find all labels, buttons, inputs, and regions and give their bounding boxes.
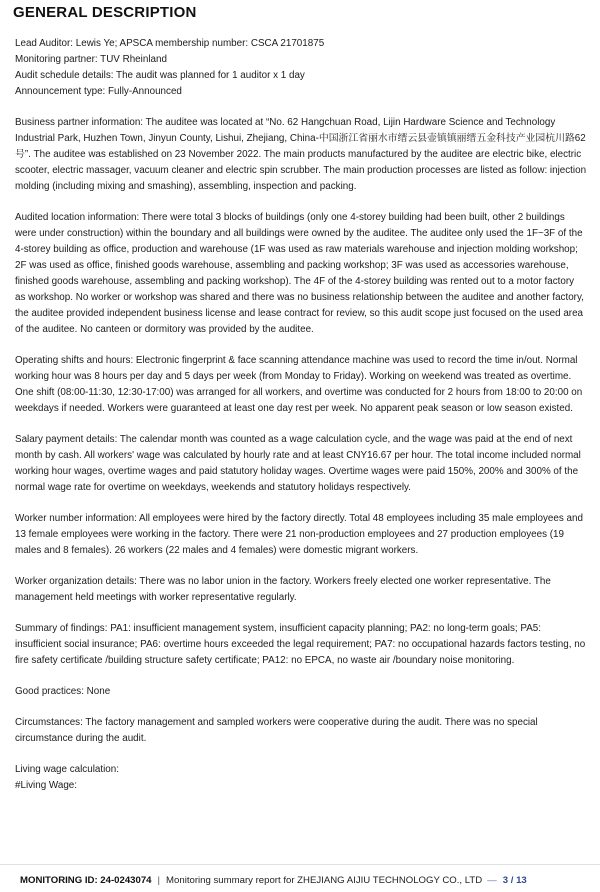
page-footer [0,864,600,892]
report-title: Monitoring summary report for ZHEJIANG AIJIU TECHNOLOGY CO., LTD [166,875,483,886]
audit-schedule-line: Audit schedule details: The audit was planned for 1 auditor x 1 day [15,70,305,81]
announcement-type-line: Announcement type: Fully-Announced [15,86,182,97]
living-wage-block [15,762,587,794]
circumstances-paragraph: Circumstances: The factory management and sampled workers were cooperative during the audit. There was no special circumstance during the audit. [15,717,538,744]
section-heading: GENERAL DESCRIPTION [13,4,197,21]
monitoring-id: MONITORING ID: 24-0243074 [20,875,152,886]
monitoring-partner-line: Monitoring partner: TUV Rheinland [15,54,167,65]
good-practices-paragraph: Good practices: None [15,686,111,697]
page-number: 3 / 13 [502,875,527,886]
worker-number-paragraph: Worker number information: All employees were hired by the factory directly. Total 48 employees including 35 male employees and 13 female employees were working in the factory. There were 21 non-production employees and 27 production employees (19 males and 8 females). 26 workers (22 males and 4 females) were domestic migrant workers. [15,513,583,556]
business-partner-paragraph: Business partner information: The auditee was located at “No. 62 Hangchuan Road, Lijin Hardware Science and Technology Industrial Park, Huzhen Town, Jinyun County, Lishui, Zhejiang, China-中国浙江省丽水市缙云县壶镇镇丽缙五金科技产业园杭川路62号”. The auditee was established on 23 November 2022. The main products manufactured by the auditee are electric bike, electric scooter, electric massager, vacuum cleaner and electric spin scrubber. The main production processes are listed as follow: injection molding (including mixing and smashing), assembling, inspection and packing. [15,117,587,192]
living-wage-calculation-line: Living wage calculation: [15,764,119,775]
summary-findings-paragraph: Summary of findings: PA1: insufficient management system, insufficient capacity planning; PA2: no long-term goals; PA5: insufficient social insurance; PA6: overtime hours exceeded the legal requirement; PA7: no occupational hazards factors testing, no fire safety certificate /building structure safety certificate; PA12: no EPCA, no waste air /boundary noise monitoring. [15,623,586,666]
worker-organization-paragraph: Worker organization details: There was no labor union in the factory. Workers freely elected one worker representative. The management held meetings with worker representative regularly. [15,576,551,603]
footer-separator: | [157,875,161,886]
lead-auditor-line: Lead Auditor: Lewis Ye; APSCA membership number: CSCA 21701875 [15,38,325,49]
salary-payment-paragraph: Salary payment details: The calendar month was counted as a wage calculation cycle, and the wage was paid at the end of next month by cash. All workers' wage was calculated by hourly rate and at least CNY16.67 per hour. The total income included normal working hour wages, overtime wages and paid statutory holiday wages. Overtime wages were paid 150%, 200% and 300% of the normal wage rate for overtime on weekdays, weekends and statutory holidays respectively. [15,434,581,493]
general-description-body [15,36,587,794]
audited-location-paragraph: Audited location information: There were total 3 blocks of buildings (only one 4-storey building had been built, other 2 buildings were under construction) within the boundary and all buildings were owned by the auditee. The auditee only used the 1F~3F of the 4-storey building as office, production and warehouse (1F was used as raw materials warehouse and injection molding workshop; 2F was used as office, finished goods warehouse, assembling and packing workshop; 3F was used as accessories warehouse, finished goods warehouse, assembling and packing workshop). The 4F of the 4-storey building was rented out to a motor factory as workshop. No worker or workshop was shared and there was no business relationship between the auditee and another factory, the auditee provided independent business license and lease contract for review, so this audit scope just focused on the used area of the auditee. No canteen or dormitory was provided by the auditee. [15,212,584,335]
living-wage-line: #Living Wage: [15,780,78,791]
footer-dash: — [487,875,497,886]
operating-shifts-paragraph: Operating shifts and hours: Electronic fingerprint & face scanning attendance machine was used to record the time in/out. Normal working hour was 8 hours per day and 5 days per week (from Monday to Friday). Working on weekend was treated as overtime. One shift (08:00-11:30, 12:30-17:00) was arranged for all workers, and overtime was conducted for 2 hours from 18:00 to 20:00 on weekdays if needed. Workers were guaranteed at least one day rest per week. No apparent peak season or low season existed. [15,355,583,414]
footer-text [20,875,582,886]
audit-header-block [15,36,587,100]
